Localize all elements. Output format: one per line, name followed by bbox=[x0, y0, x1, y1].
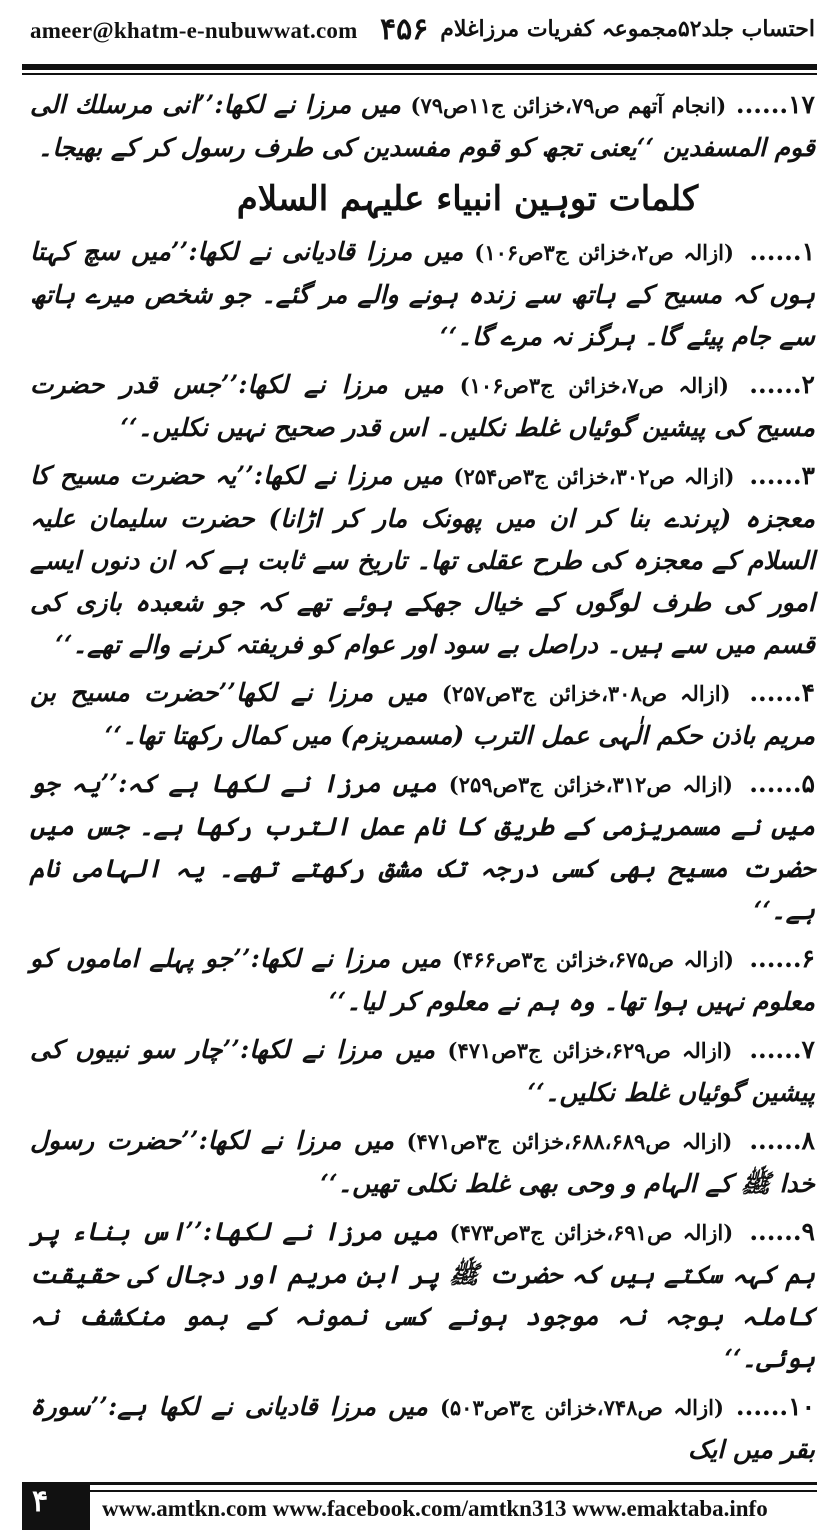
page-body bbox=[30, 84, 815, 1464]
page-header bbox=[30, 12, 815, 56]
entry-text: میں مرزا قادیانی نے لکھا:’’میں سچ کہتا ہوں کہ مسیح کے ہاتھ سے زندہ ہونے والے مر گئے۔ جو شخص میرے ہاتھ سے جام پیئے گا۔ ہرگز نہ مرے گا۔‘‘ bbox=[30, 237, 815, 351]
header-book-title: احتساب جلد۵۲مجموعہ کفریات مرزاغلام bbox=[440, 16, 815, 42]
entry-text: میں مرزا نے لکھا:’’انی مرسلك الی قوم المسفدین ‘‘یعنی تجھ کو قوم مفسدین کی طرف رسول کر کے بھیجا۔ bbox=[30, 90, 815, 162]
entry-text: میں مرزا نے لکھا:’’یہ حضرت مسیح کا معجزہ (پرندے بنا کر ان میں پھونک مار کر اڑانا) حضرت سلیمان علیہ السلام کے معجزہ کی طرح عقلی تھا۔ تاریخ سے ثابت ہے کہ ان دنوں ایسے امور کی طرف لوگوں کے خیال جھکے ہوئے تھے کہ جو شعبدہ بازی کی قسم میں سے ہیں۔ دراصل بے سود اور عوام کو فریفتہ کرنے والے تھے۔‘‘ bbox=[30, 461, 815, 659]
header-email: ameer@khatm-e-nubuwwat.com bbox=[30, 18, 358, 43]
footer-page-box bbox=[22, 1482, 90, 1530]
entry-reference: (ازالہ ص۳۱۲،خزائن ج۳ص۲۵۹) bbox=[448, 772, 733, 797]
footer-page-number: ۴ bbox=[32, 1484, 49, 1519]
entry-number: ۵...... bbox=[749, 769, 815, 798]
entry-reference: (ازالہ ص۷،خزائن ج۳ص۱۰۶) bbox=[459, 373, 729, 398]
entry-reference: (ازالہ ص۲،خزائن ج۳ص۱۰۶) bbox=[474, 240, 734, 265]
footer-rule-thin bbox=[90, 1490, 817, 1492]
entry-10 bbox=[30, 1386, 815, 1471]
entry-text: میں مرزا نے لکھا:’’چار سو نبیوں کی پیشین گوئیاں غلط نکلیں۔‘‘ bbox=[30, 1035, 815, 1107]
entry-6 bbox=[30, 938, 815, 1023]
header-page-number: ۴۵۶ bbox=[380, 12, 429, 47]
entry-number: ۲...... bbox=[749, 370, 815, 399]
entry-17 bbox=[30, 84, 815, 169]
entry-text: میں مرزا نے لکھا:’’جس قدر حضرت مسیح کی پیشین گوئیاں غلط نکلیں۔ اس قدر صحیح نہیں نکلیں۔‘‘ bbox=[30, 370, 815, 442]
entry-number: ۱۰...... bbox=[735, 1392, 815, 1421]
entry-text: میں مرزا نے لکھا’’حضرت مسیح بن مریم باذن حکم الٰہی عمل الترب (مسمریزم) میں کمال رکھتا تھا۔‘‘ bbox=[30, 678, 815, 750]
entry-reference: (ازالہ ص۶۸۸،۶۸۹،خزائن ج۳ص۴۷۱) bbox=[406, 1129, 733, 1154]
entry-reference: (ازالہ ص۶۹۱،خزائن ج۳ص۴۷۳) bbox=[449, 1220, 734, 1245]
entry-8 bbox=[30, 1120, 815, 1205]
section-heading: کلمات توہین انبیاء علیہم السلام bbox=[236, 179, 699, 219]
entry-number: ۹...... bbox=[749, 1217, 815, 1246]
entry-reference: (ازالہ ص۶۲۹،خزائن ج۳ص۴۷۱) bbox=[447, 1038, 733, 1063]
entry-4 bbox=[30, 672, 815, 757]
entry-1 bbox=[30, 231, 815, 358]
entry-number: ۱...... bbox=[749, 237, 815, 266]
entry-reference: (ازالہ ص۳۰۲،خزائن ج۳ص۲۵۴) bbox=[453, 464, 735, 489]
entry-text: میں مرزا نے لکھا ہے کہ:’’یہ جو میں نے مسمریزمی کے طریق کا نام عمل الترب رکھا ہے۔ جس میں حضرت مسیح بھی کسی درجہ تک مشق رکھتے تھے۔ یہ الہامی نام ہے۔‘‘ bbox=[30, 769, 815, 925]
entry-text: میں مرزا نے لکھا:’’جو پہلے اماموں کو معلوم نہیں ہوا تھا۔ وہ ہم نے معلوم کر لیا۔‘‘ bbox=[30, 944, 815, 1016]
entry-3 bbox=[30, 455, 815, 666]
header-rule-thin bbox=[22, 73, 817, 75]
entry-number: ۶...... bbox=[749, 944, 815, 973]
header-rule-thick bbox=[22, 64, 817, 70]
entry-reference: (انجام آتھم ص۷۹،خزائن ج۱۱ص۷۹) bbox=[410, 93, 727, 118]
entry-5 bbox=[30, 763, 815, 932]
entry-7 bbox=[30, 1029, 815, 1114]
entry-number: ۱۷...... bbox=[735, 90, 815, 119]
entry-reference: (ازالہ ص۷۴۸،خزائن ج۳ص۵۰۳) bbox=[439, 1395, 724, 1420]
footer-rule-thick bbox=[22, 1482, 817, 1485]
entry-number: ۷...... bbox=[749, 1035, 815, 1064]
entry-text: میں مرزا نے لکھا:’’اس بناء پر ہم کہہ سکتے ہیں کہ حضرت ﷺ پر ابن مریم اور دجال کی حقیقت کاملہ بوجہ نہ موجود ہونے کسی نمونہ کے بمو منکشف نہ ہوئی۔‘‘ bbox=[30, 1217, 815, 1373]
entry-text: میں مرزا نے لکھا:’’حضرت رسول خدا ﷺ کے الہام و وحی بھی غلط نکلی تھیں۔‘‘ bbox=[30, 1126, 815, 1198]
entry-number: ۳...... bbox=[749, 461, 815, 490]
entry-number: ۸...... bbox=[749, 1126, 815, 1155]
footer-urls: www.amtkn.com www.facebook.com/amtkn313 www.emaktaba.info bbox=[102, 1496, 768, 1521]
entry-reference: (ازالہ ص۶۷۵،خزائن ج۳ص۴۶۶) bbox=[452, 947, 734, 972]
entry-2 bbox=[30, 364, 815, 449]
entry-reference: (ازالہ ص۳۰۸،خزائن ج۳ص۲۵۷) bbox=[441, 681, 731, 706]
entry-number: ۴...... bbox=[749, 678, 815, 707]
entry-text: میں مرزا قادیانی نے لکھا ہے:’’سورۃ بقر میں ایک bbox=[30, 1392, 815, 1464]
entry-9 bbox=[30, 1211, 815, 1380]
page-footer bbox=[22, 1482, 817, 1530]
